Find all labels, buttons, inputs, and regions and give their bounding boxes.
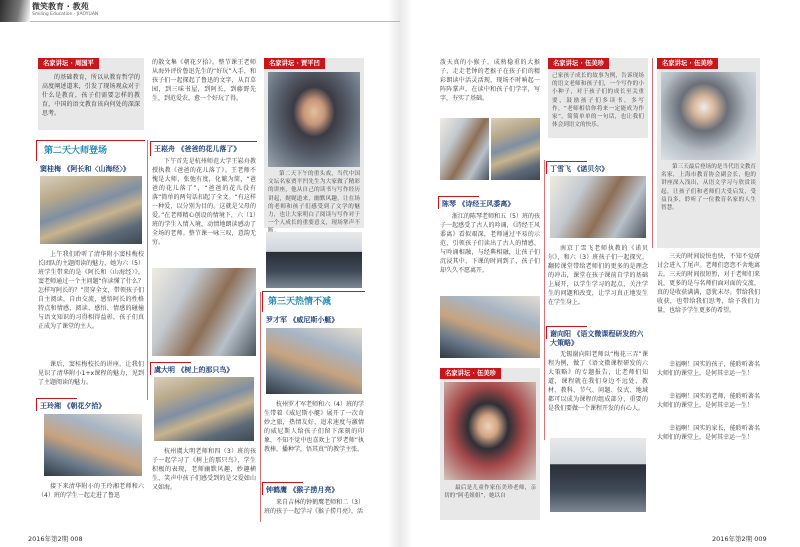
closing-exclamation-2: 幸福啊！国实的老师，能聆听著名大师们的课堂上，是何其幸运一生！ [657,393,760,409]
classroom-photo-wangsz [152,268,256,356]
classroom-photo-wanglx [44,414,142,476]
lecture-photo-xie [550,438,646,512]
page-number-right: 2016年第2期 009 [712,535,767,543]
classroom-photo-zhong-2 [491,118,540,180]
column-rule [260,292,261,522]
lecture-label-jia: 名家讲坛 · 贾平凹 [264,58,325,69]
lecture-hall-photo [266,232,362,288]
lesson-text-wanglx: 接下来清华附小的王玲湘老师和六（4）班的学生一起走进了鲁迅 [38,483,144,499]
lecture-label-final: 名家讲坛 · 伍美珍 [657,58,718,69]
closing-exclamation-3: 幸福啊！国实的家长，能聆听著名大师们的课堂上，是何其幸运一生！ [657,425,760,441]
lesson-text-yu: 杭州虞大明老师和四（3）班的孩子一起学习了《树上的那只鸟》，学生积极的表现，老师幽默风趣，妙趣横生，笑声中孩子们感受到的是父爱如山又如海。 [152,448,256,491]
column-rule [147,140,148,400]
lecture-caption-jia: 第二天下午的重头戏，当代中国文坛名家贾平凹先生为大家做了精彩的讲座，他从自己的读书与写作经历讲起，娓娓道来，幽默风趣，让在场的老师和孩子们感受到了文学的魅力，也让大家明白了阅读与写作对于一个人成长的重要意义，现场掌声不 [268,171,360,227]
lesson-title-ding: 丁雪飞 《诺贝尔》 [550,165,609,173]
lesson-text-wangsz: 下午首先是杭州师范大学王崧舟教授执教《爸爸的花儿落了》。王老师不愧是大师，张弛有度，化繁为简，“爸爸的花儿落了”，“爸爸的花儿没有落”简单的两句话扣起了全文。“有这样一种爱，以分别为目的。这就是父母的爱。”在老师精心创设的情境下，六（1）班的学生入情入境，动情地朗读感动了全场的老师。整节课一咏三叹，意韵无穷。 [152,158,256,246]
lesson-title-luo: 罗才军 《威尼斯小艇》 [266,316,339,324]
lesson-text-ding: 南京丁雪飞老师执教的《诺贝尔》，和六（3）班孩子们一起探究，翻转课堂带给老师们的更多的是理念的冲击，课堂在孩子课前自学的基础上展开，以学生学习的起点，关注学生的问题和改变，让学习真正地发生在学生身上。 [548,245,648,306]
speaker-portrait-final [661,72,756,160]
lesson-title-chen: 陈琴 《诗经王风黍离》 [442,200,515,208]
classroom-photo-zhong-1 [440,118,489,180]
lesson-title-yu: 虞大明 《树上的那只鸟》 [154,366,234,374]
lecture-label-wu-cont: 名家讲坛 · 伍美珍 [548,58,609,69]
lecture-caption-final: 第三天最后登场的是当代语文教育名家，上海市教育协会副会长，他的讲座深入浅出，从语文学习与欣赏谈起，让孩子们和老师们大受启发，受益良多，聆听了一位教育名家的人生智慧。 [661,164,756,212]
column-rule [652,58,653,248]
lesson-title-zhong: 钟鹤鹰 《猴子捞月亮》 [266,486,339,494]
classroom-photo-ding [550,176,646,238]
speaker-portrait-jia [268,72,360,167]
closing-text: 三天的时间说快也快，不知不觉研讨会进入了尾声。老师们恋恋不舍地离去。三天的时间很短暂，对于老师们来说，更多的是与名师们面对面的交流，真的是收获满满，意犹未尽。带给我们收获，也带给我们思考，给予我们力量，也给予学生更多的希望。 [657,253,760,314]
lesson-title-dou: 窦桂梅 《阿长和〈山海经〉》 [40,165,130,173]
closing-exclamation-1: 幸福啊！国实的孩子，能聆听著名大师们的课堂上，是何其幸运一生！ [657,361,760,377]
magazine-column-title: 微笑教育 · 教苑 [32,2,89,11]
lesson-title-wanglx: 王玲湘 《朝花夕拾》 [40,402,106,410]
lesson-text-zhong-cont: 泼天真的小猴子，成熟稳重的大猴子，走走老钟的老猴子在孩子们的精彩朗读中活灵活现，现场不时响起一阵阵掌声，在读中和孩子们学字，写字，夯实了基础。 [440,59,540,102]
classroom-photo-yu [154,377,254,441]
header-divider [30,21,400,22]
column-rule [544,160,545,440]
lesson-text-luo: 杭州罗才军老师和六（4）班的学生带着《威尼斯小艇》展开了一次奇妙之旅，热情友好，追求速度与激情的威尼斯人给孩子们留下深刻的印象，不知不觉中也喜欢上了罗老师“执教棒，播种学，悟其真”的教学主张。 [264,401,364,453]
classroom-photo-dou [40,176,142,244]
lesson-text-wanglx-cont: 的散文集《朝花夕拾》。整节课王老师从海外评价鲁迅先生的“好玩”入手，和孩子们一起探起了鲁迅的文字，从百草园，到三味书屋，到阿长，到藤野先生，到范爱农，愈一个好玩了得。 [152,59,256,102]
speaker-portrait-wu [444,382,536,480]
lecture-label-zhou: 名家讲坛 · 周国平 [38,58,99,69]
lecture-caption-wu: 最后是儿童作家伍美珍老师，亲切的“阿毛姐姐”，她以自 [444,485,536,500]
lesson-text-chen: 浙江的陈琴老师和五（5）班的孩子一起感受了古人的吟诵，《诗经王风黍离》看似艰深，老师通过平易的示范，引领孩子们读出了古人的情感，与吟诵相融，与经典相融，让孩子们沉浸其中，下课的时间到了，孩子们却久久不愿离开。 [440,213,540,274]
lesson-text-dou: 上午我们聆听了清华附小窦桂梅校长团队的主题阅读的魅力，她为六（5）班学生带来的是《阿长和〈山海经〉》。窦老师通过一个主问题“你读懂了什么？怎样写阿长的？”贯穿全文，带领孩子们自主阅读，自由交流，感悟阿长的性格特点和情感，阅读、感悟、情感的碰撞与语文知识的习得相得益彰，孩子们真正成为了课堂的主人。 [38,251,144,330]
lecture-text-wu-cont: 己家孩子成长的故事为例，告诉现场的语文老师和孩子们，一个写作的小小种子，对于孩子们的成长至关重要，鼓励孩子们多读书，多写作，“老师相信你将来一定能成为作家”，简简单单的一句话，也让我们体会到语文的快乐。 [552,73,644,129]
section-heading-day3: 第三天热情不减 [268,297,332,307]
lesson-text-zhong: 来自吉林的钟鹤鹰老师和二（3）班的孩子一起学习《猴子捞月亮》，活 [264,499,364,515]
page-gutter-shadow [388,0,412,547]
lesson-title-xie: 谢向阳 《语文微课程研发的六大策略》 [550,330,644,347]
magazine-column-subtitle: Smiling Education · JIAOYUAN [32,12,99,17]
page-number-left: 2016年第2期 008 [28,535,83,543]
lecture-label-wu: 名家讲坛 · 伍美珍 [440,368,501,379]
classroom-photo-luo [266,328,362,394]
lesson-text-xie: 无锡谢向阳老师以“梅花三弄”课程为例，做了《语文微课程研发的六大策略》的专题报告，让老师们知道，课程就在我们身边不远处，教材、教科、节气、问题、仪式、地域都可以成为课程的组成部分，重要的是我们要做一个课程开发的有心人。 [548,351,648,412]
lesson-text-dou-lecture: 课后，窦桂梅校长的讲座，让我们见识了清华附小1+x课程的魅力，见到了主题阅读的魅力。 [38,361,144,386]
lesson-title-wangsz: 王崧舟 《爸爸的花儿落了》 [154,145,241,153]
lecture-text-zhou: 的基础教育，所以从教育哲学的高度阐述道来，引发了现场观众对于什么是教育，孩子们需要怎样的教育，中国的语文教育该向何处的深深思考。 [42,74,140,117]
header-decoration [0,0,30,22]
section-heading-day2: 第二天大师登场 [44,146,108,156]
classroom-photo-chen [440,296,540,358]
